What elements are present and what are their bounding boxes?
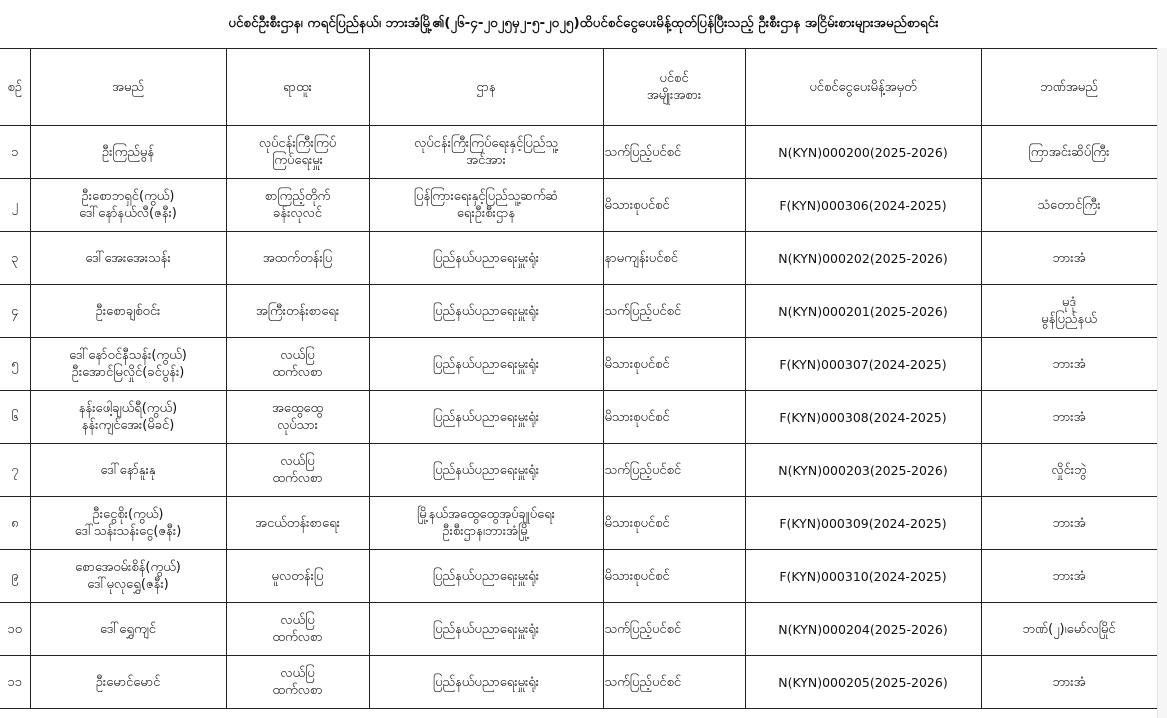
cell-name-line: စောအေဝမ်းစိန်(ကွယ်) [75, 560, 181, 575]
cell-no: ၁၁ [0, 656, 30, 709]
cell-department-line: ဦးစီးဌာန၊ဘားအံမြို့ [442, 524, 530, 539]
cell-permit-no: F(KYN)000310(2024-2025) [745, 550, 981, 603]
table-row [0, 179, 1157, 232]
cell-department-line: လုပ်ငန်းကြီးကြပ်ရေးနှင့်ပြည်သူ့ [414, 136, 558, 151]
cell-name [30, 656, 226, 709]
cell-department [369, 444, 603, 497]
cell-permit-no: N(KYN)000202(2025-2026) [745, 232, 981, 285]
cell-rank [226, 285, 369, 338]
cell-department-line: ပြည်နယ်ပညာရေးမှူးရုံး [432, 568, 540, 584]
cell-department-line: ပြည်နယ်ပညာရေးမှူးရုံး [432, 674, 540, 690]
cell-name [30, 444, 226, 497]
cell-rank-line: လယ်ပြ [280, 454, 315, 469]
cell-no: ၃ [0, 232, 30, 285]
cell-name-line: ဦးမောင်မောင် [95, 674, 161, 690]
cell-bank-line: မွန်ပြည်နယ် [1041, 312, 1097, 327]
cell-no: ၄ [0, 285, 30, 338]
cell-rank [226, 497, 369, 550]
table-row [0, 444, 1157, 497]
cell-pension-type: မိသားစုပင်စင် [603, 391, 745, 444]
cell-rank [226, 656, 369, 709]
cell-rank-line: လယ်ပြ [280, 613, 315, 628]
header-row [0, 49, 1157, 126]
cell-bank-line: မုဒုံ [1061, 295, 1077, 310]
cell-pension-type: မိသားစုပင်စင် [603, 550, 745, 603]
table-row [0, 232, 1157, 285]
cell-department-line: ပြည်နယ်ပညာရေးမှူးရုံး [432, 303, 540, 319]
cell-bank [981, 603, 1157, 656]
cell-bank-line: ကြာအင်းဆိပ်ကြီး [1028, 144, 1110, 160]
cell-rank-line: အငယ်တန်းစာရေး [255, 515, 340, 531]
cell-rank [226, 179, 369, 232]
cell-permit-no: N(KYN)000205(2025-2026) [745, 656, 981, 709]
cell-name [30, 338, 226, 391]
cell-rank [226, 444, 369, 497]
cell-rank-line: ထက်လစာ [272, 365, 323, 380]
cell-department-line: ပြန်ကြားရေးနှင့်ပြည်သူ့ဆက်ဆံ [413, 189, 559, 204]
cell-no: ၆ [0, 391, 30, 444]
cell-no: ၉ [0, 550, 30, 603]
cell-department-line: အင်အား [466, 153, 506, 168]
cell-pension-type: သက်ပြည့်ပင်စင် [603, 603, 745, 656]
cell-no: ၁၀ [0, 603, 30, 656]
cell-rank-line: အထက်တန်းပြ [262, 250, 333, 266]
cell-name [30, 550, 226, 603]
cell-name-line: ဒေါ်နော်ဝင်နီသန်း(ကွယ်) [69, 348, 187, 363]
cell-permit-no: N(KYN)000201(2025-2026) [745, 285, 981, 338]
cell-rank-line: ထက်လစာ [272, 630, 323, 645]
cell-pension-type: သက်ပြည့်ပင်စင် [603, 126, 745, 179]
cell-bank [981, 126, 1157, 179]
table-row [0, 603, 1157, 656]
cell-name [30, 497, 226, 550]
cell-pension-type: နာမကျန်းပင်စင် [603, 232, 745, 285]
cell-rank-line: အကြီးတန်းစာရေး [255, 303, 340, 319]
page-title: ပင်စင်ဦးစီးဌာန၊ ကရင်ပြည်နယ်၊ ဘားအံမြို့၏(၂၆-၄-၂၀၂၅မှ၂-၅-၂၀၂၅)ထိပင်စင်ငွေပေးမိန့်ထုတ်ပြန်ပြီးသည့် ဦးစီးဌာန အငြိမ်းစားများအမည်စာရင်း [228, 15, 939, 31]
cell-name-line: ဒေါ်သန်းသန်းငွေ(ဇနီး) [74, 524, 182, 539]
cell-rank-line: အထွေထွေ [271, 401, 324, 416]
cell-rank-line: လယ်ပြ [280, 348, 315, 363]
cell-name-line: ဦးငွေစိုး(ကွယ်) [92, 507, 164, 522]
cell-bank-line: ဘဏ်(၂)၊မော်လမြိုင် [1022, 621, 1116, 637]
cell-department-line: ပြည်နယ်ပညာရေးမှူးရုံး [432, 462, 540, 478]
cell-bank [981, 338, 1157, 391]
header-bank: ဘဏ်အမည် [981, 49, 1157, 126]
cell-no: ၁ [0, 126, 30, 179]
cell-permit-no: F(KYN)000308(2024-2025) [745, 391, 981, 444]
cell-name [30, 603, 226, 656]
cell-rank-line: ခန်းလုလင် [273, 206, 322, 221]
header-department: ဌာန [369, 49, 603, 126]
cell-name-line: ဒေါ်အေးအေးသန်း [85, 250, 171, 266]
cell-department [369, 285, 603, 338]
cell-name-line: ဦးစောဘရှင်(ကွယ်) [81, 189, 175, 204]
cell-rank-line: ထက်လစာ [272, 683, 323, 698]
cell-rank-line: မူလတန်းပြ [271, 568, 324, 584]
header-pension-type-line1: ပင်စင် [659, 71, 689, 86]
cell-department-line: ရေးဦးစီးဌာန [456, 206, 516, 221]
cell-bank-line: ဘားအံ [1052, 356, 1086, 372]
cell-department [369, 656, 603, 709]
cell-permit-no: N(KYN)000200(2025-2026) [745, 126, 981, 179]
cell-bank-line: လှိုင်းဘွဲ [1051, 462, 1087, 478]
cell-department [369, 338, 603, 391]
cell-department [369, 126, 603, 179]
cell-name-line: ဒေါ်နော်နယ်လီ(ဇနီး) [79, 206, 177, 221]
scroll-gutter [1157, 48, 1167, 718]
table-row [0, 656, 1157, 709]
cell-rank [226, 603, 369, 656]
cell-bank-line: ဘားအံ [1052, 409, 1086, 425]
cell-no: ၅ [0, 338, 30, 391]
header-rank: ရာထူး [226, 49, 369, 126]
header-pension-type [603, 49, 745, 126]
cell-department [369, 391, 603, 444]
cell-bank-line: ဘားအံ [1052, 674, 1086, 690]
cell-department-line: ပြည်နယ်ပညာရေးမှူးရုံး [432, 409, 540, 425]
cell-permit-no: F(KYN)000307(2024-2025) [745, 338, 981, 391]
cell-rank-line: လုပ်သား [277, 418, 318, 433]
cell-name-line: ဦးစောချစ်ဝင်း [95, 303, 161, 319]
cell-department [369, 603, 603, 656]
cell-rank-line: လုပ်ငန်းကြီးကြပ် [258, 136, 337, 151]
cell-bank-line: သံတောင်ကြီး [1037, 197, 1101, 213]
table-row [0, 391, 1157, 444]
cell-rank-line: လယ်ပြ [280, 666, 315, 681]
cell-permit-no: N(KYN)000204(2025-2026) [745, 603, 981, 656]
cell-department [369, 550, 603, 603]
cell-department-line: ပြည်နယ်ပညာရေးမှူးရုံး [432, 621, 540, 637]
cell-bank [981, 391, 1157, 444]
cell-bank [981, 550, 1157, 603]
cell-name [30, 285, 226, 338]
cell-name [30, 391, 226, 444]
cell-rank [226, 232, 369, 285]
cell-bank [981, 285, 1157, 338]
cell-name-line: နန်းဖေါ့ချယ်ရီ(ကွယ်) [78, 401, 178, 416]
header-pension-type-line2: အမျိုးအစား [646, 88, 702, 103]
table-row [0, 550, 1157, 603]
cell-name [30, 179, 226, 232]
cell-no: ၇ [0, 444, 30, 497]
cell-rank [226, 338, 369, 391]
table-body [0, 126, 1157, 709]
cell-pension-type: မိသားစုပင်စင် [603, 497, 745, 550]
table-row [0, 338, 1157, 391]
cell-name-line: ဦးကြည်မွန် [101, 144, 155, 160]
cell-name-line: ဦးအောင်မြလှိုင်(ခင်ပွန်း) [71, 365, 185, 380]
cell-bank [981, 179, 1157, 232]
cell-no: ၈ [0, 497, 30, 550]
cell-pension-type: သက်ပြည့်ပင်စင် [603, 285, 745, 338]
cell-no: ၂ [0, 179, 30, 232]
cell-pension-type: မိသားစုပင်စင် [603, 179, 745, 232]
cell-department [369, 497, 603, 550]
cell-bank-line: ဘားအံ [1052, 515, 1086, 531]
cell-rank [226, 550, 369, 603]
table-row [0, 285, 1157, 338]
cell-rank [226, 391, 369, 444]
header-no: စဉ် [0, 49, 30, 126]
table-row [0, 497, 1157, 550]
cell-pension-type: သက်ပြည့်ပင်စင် [603, 656, 745, 709]
header-permit-no: ပင်စင်ငွေပေးမိန့်အမှတ် [745, 49, 981, 126]
cell-bank [981, 497, 1157, 550]
cell-department [369, 179, 603, 232]
cell-permit-no: F(KYN)000306(2024-2025) [745, 179, 981, 232]
cell-name-line: ဒေါ်ရွှေကျင် [100, 621, 156, 637]
cell-department [369, 232, 603, 285]
cell-name [30, 232, 226, 285]
cell-department-line: ပြည်နယ်ပညာရေးမှူးရုံး [432, 250, 540, 266]
cell-bank [981, 656, 1157, 709]
cell-pension-type: မိသားစုပင်စင် [603, 338, 745, 391]
cell-name-line: ဒေါ်မုလုရွှေ(ဇနီး) [87, 577, 169, 592]
cell-rank-line: ထက်လစာ [272, 471, 323, 486]
cell-pension-type: သက်ပြည့်ပင်စင် [603, 444, 745, 497]
cell-name [30, 126, 226, 179]
cell-permit-no: F(KYN)000309(2024-2025) [745, 497, 981, 550]
cell-bank-line: ဘားအံ [1052, 568, 1086, 584]
cell-department-line: မြို့နယ်အထွေထွေအုပ်ချုပ်ရေး [417, 507, 555, 522]
cell-name-line: ဒေါ်နော်နူးနု [100, 462, 156, 478]
table-row [0, 126, 1157, 179]
cell-permit-no: N(KYN)000203(2025-2026) [745, 444, 981, 497]
cell-rank-line: ကြပ်ရေးမှူး [272, 153, 323, 168]
cell-department-line: ပြည်နယ်ပညာရေးမှူးရုံး [432, 356, 540, 372]
cell-rank [226, 126, 369, 179]
cell-bank [981, 232, 1157, 285]
cell-bank-line: ဘားအံ [1052, 250, 1086, 266]
cell-rank-line: စာကြည့်တိုက် [264, 189, 331, 204]
pension-table [0, 48, 1158, 709]
cell-bank [981, 444, 1157, 497]
cell-name-line: နန်းကျင်အေး(မိခင်) [81, 418, 175, 433]
header-name: အမည် [30, 49, 226, 126]
